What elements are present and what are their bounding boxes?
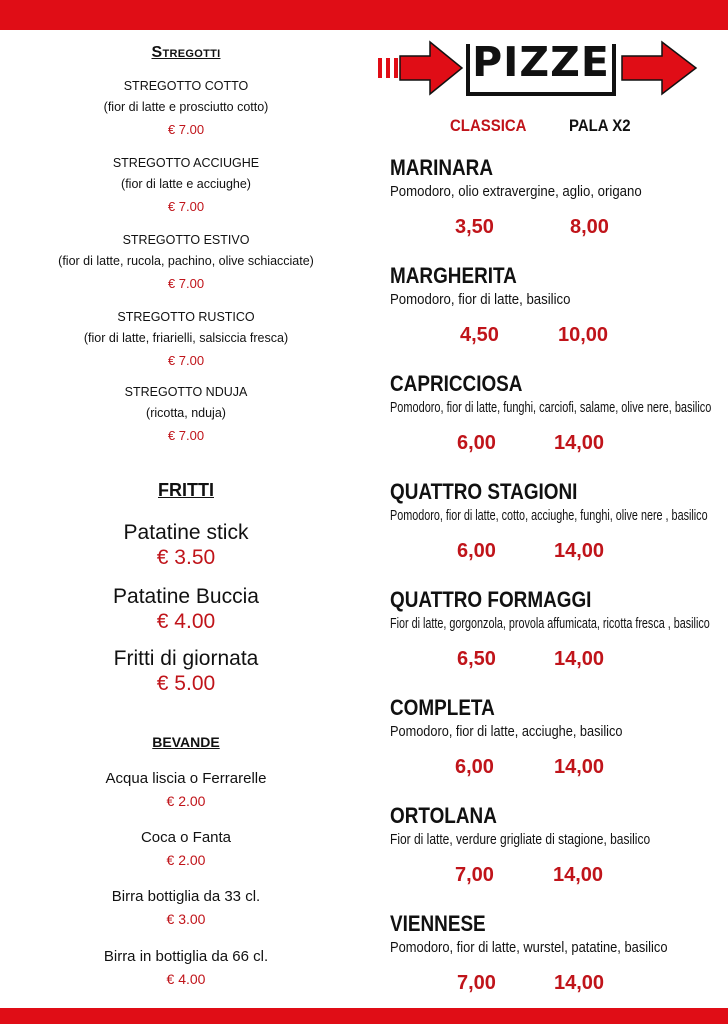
col-header-pala: PALA X2 <box>569 116 631 135</box>
right-arrow-icon <box>622 42 696 94</box>
item-name: Fritti di giornata <box>113 647 259 670</box>
pizza-prices <box>390 756 726 782</box>
pizza-item <box>390 154 726 242</box>
pizze-title: PIZZE <box>472 38 610 86</box>
price-pala: 8,00 <box>570 216 609 238</box>
bevande-title: BEVANDE <box>152 734 220 750</box>
price-classica: 7,00 <box>457 972 496 994</box>
item-name: STREGOTTO ACCIUGHE <box>112 156 260 170</box>
item-description: (fior di latte e acciughe) <box>121 177 251 191</box>
price-classica: 7,00 <box>455 864 494 886</box>
item-description: (fior di latte, friarielli, salsiccia fresca) <box>83 331 289 345</box>
pizza-item <box>390 370 726 458</box>
fritto-item <box>0 584 372 634</box>
stregotto-item <box>0 307 372 373</box>
pizza-description: Fior di latte, verdure grigliate di stagione, basilico <box>390 831 651 848</box>
item-description: (fior di latte, rucola, pachino, olive schiacciate) <box>58 254 314 268</box>
item-name: STREGOTTO COTTO <box>123 79 249 93</box>
pizza-prices <box>390 972 726 998</box>
pizza-description: Pomodoro, fior di latte, acciughe, basilico <box>390 723 623 740</box>
item-price: € 7.00 <box>167 199 205 214</box>
item-price: € 7.00 <box>167 428 205 443</box>
item-price: € 4.00 <box>156 610 216 633</box>
price-classica: 6,00 <box>457 540 496 562</box>
stregotto-item <box>0 382 372 448</box>
pizza-description: Pomodoro, fior di latte, wurstel, patatine, basilico <box>390 939 668 956</box>
price-classica: 6,00 <box>457 432 496 454</box>
pizza-name: CAPRICCIOSA <box>390 371 523 396</box>
fritto-item <box>0 520 372 570</box>
stregotto-item <box>0 230 372 296</box>
col-header-classica: CLASSICA <box>450 116 527 135</box>
item-name: Acqua liscia o Ferrarelle <box>105 770 267 787</box>
item-price: € 7.00 <box>167 276 205 291</box>
price-classica: 6,00 <box>455 756 494 778</box>
pizza-name: QUATTRO FORMAGGI <box>390 587 592 612</box>
fritti-title: FRITTI <box>158 480 214 500</box>
price-pala: 14,00 <box>554 648 605 670</box>
pizza-name: MARGHERITA <box>390 263 517 288</box>
bevanda-item <box>0 768 372 812</box>
item-price: € 2.00 <box>166 852 206 868</box>
pizza-prices <box>390 540 726 566</box>
price-classica: 6,50 <box>457 648 496 670</box>
right-column <box>372 0 728 1024</box>
pizza-item <box>390 478 726 566</box>
item-price: € 7.00 <box>167 122 205 137</box>
pizza-prices <box>390 324 726 350</box>
price-classica: 4,50 <box>460 324 499 346</box>
item-name: Birra bottiglia da 33 cl. <box>111 888 261 905</box>
item-price: € 7.00 <box>167 353 205 368</box>
bevanda-item <box>0 946 372 990</box>
item-price: € 2.00 <box>166 793 206 809</box>
pizza-item <box>390 694 726 782</box>
item-name: STREGOTTO ESTIVO <box>122 233 250 247</box>
item-name: Patatine Buccia <box>113 585 259 608</box>
pizza-item <box>390 910 726 998</box>
item-name: Birra in bottiglia da 66 cl. <box>103 948 269 965</box>
pizza-item <box>390 262 726 350</box>
pizza-name: MARINARA <box>390 155 493 180</box>
pizze-header <box>378 36 722 96</box>
item-description: (ricotta, nduja) <box>146 406 226 420</box>
pizza-name: QUATTRO STAGIONI <box>390 479 578 504</box>
item-price: € 3.50 <box>156 546 216 569</box>
item-name: Patatine stick <box>123 521 249 544</box>
pizza-description: Fior di latte, gorgonzola, provola affumicata, ricotta fresca , basilico <box>390 615 710 632</box>
pizza-prices <box>390 216 726 242</box>
item-price: € 3.00 <box>166 911 206 927</box>
pizza-item <box>390 802 726 890</box>
stregotto-item <box>0 153 372 219</box>
price-pala: 14,00 <box>553 864 604 886</box>
pizza-description: Pomodoro, olio extravergine, aglio, origano <box>390 183 642 200</box>
pizza-description: Pomodoro, fior di latte, basilico <box>390 291 571 308</box>
item-price: € 5.00 <box>156 672 216 695</box>
pizza-description: Pomodoro, fior di latte, funghi, carciofi, salame, olive nere, basilico <box>390 399 712 416</box>
pizza-prices <box>390 864 726 890</box>
price-pala: 14,00 <box>554 540 605 562</box>
stregotto-item <box>0 76 372 142</box>
pizza-name: VIENNESE <box>390 911 486 936</box>
bevanda-item <box>0 827 372 871</box>
pizza-item <box>390 586 726 674</box>
item-name: STREGOTTO NDUJA <box>124 385 248 399</box>
pizze-title-box <box>466 38 616 96</box>
pizza-prices <box>390 432 726 458</box>
item-name: STREGOTTO RUSTICO <box>117 310 255 324</box>
pizza-description: Pomodoro, fior di latte, cotto, acciughe, funghi, olive nere , basilico <box>390 507 708 524</box>
price-pala: 14,00 <box>554 756 605 778</box>
price-classica: 3,50 <box>455 216 494 238</box>
stregotti-title: Stregotti <box>151 44 221 61</box>
price-pala: 14,00 <box>554 432 605 454</box>
item-name: Coca o Fanta <box>140 829 232 846</box>
pizza-name: ORTOLANA <box>390 803 497 828</box>
price-pala: 10,00 <box>558 324 609 346</box>
fritto-item <box>0 646 372 696</box>
item-description: (fior di latte e prosciutto cotto) <box>103 100 269 114</box>
item-price: € 4.00 <box>166 971 206 987</box>
pizza-prices <box>390 648 726 674</box>
left-arrow-icon <box>378 42 462 94</box>
price-pala: 14,00 <box>554 972 605 994</box>
bevanda-item <box>0 886 372 930</box>
pizza-name: COMPLETA <box>390 695 495 720</box>
